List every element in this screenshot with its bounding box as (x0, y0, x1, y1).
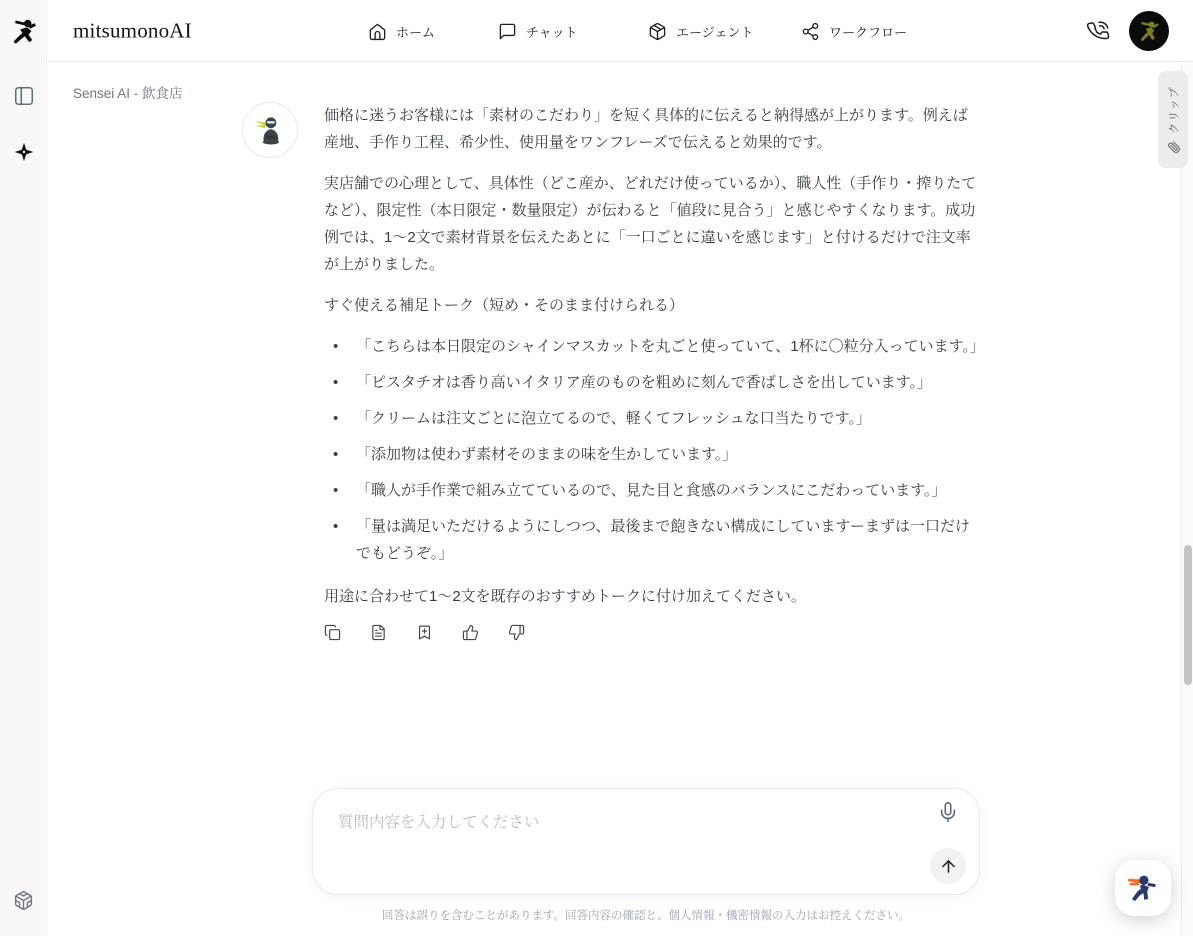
nav-item-home[interactable] (368, 0, 435, 62)
thumbs-down-icon (508, 624, 525, 641)
phone-call-icon[interactable] (1087, 20, 1109, 42)
topbar (47, 0, 1193, 62)
thumbs-up-icon (462, 624, 479, 641)
panel-toggle-icon[interactable] (0, 76, 47, 116)
thumbs-down-button[interactable] (508, 624, 525, 641)
chat-area (47, 62, 1193, 936)
nav-label-agent: エージェント (676, 24, 754, 40)
nav-label-chat: チャット (526, 24, 578, 40)
assistant-message-body (324, 102, 985, 641)
disclaimer-text: 回答は誤りを含むことがあります。回答内容の確認と、個人情報・機密情報の入力はお控えください。 (381, 910, 911, 922)
home-icon (368, 22, 387, 41)
list-item: • 「こちらは本日限定のシャインマスカットを丸ごと使っていて、1杯に〇粒分入っています。」 (324, 333, 978, 360)
sparkles-icon[interactable] (0, 132, 47, 172)
bookmark-plus-icon (416, 624, 433, 641)
list-item: • 「ピスタチオは香り高いイタリア産のものを粗めに刻んで香ばしさを出しています。」 (324, 369, 978, 396)
message-input[interactable] (313, 789, 979, 894)
share-network-icon (801, 22, 820, 41)
cube-icon[interactable] (0, 880, 47, 920)
arrow-up-icon (939, 857, 958, 876)
vertical-scrollbar-thumb[interactable] (1184, 545, 1192, 685)
send-button[interactable] (930, 848, 966, 884)
list-item: • 「クリームは注文ごとに泡立てるので、軽くてフレッシュな口当たりです。」 (324, 405, 978, 432)
package-icon (648, 22, 667, 41)
message-bullet-list (324, 333, 985, 567)
chat-session-title: Sensei AI - 飲食店 (73, 86, 183, 101)
copy-icon (324, 624, 341, 641)
message-closing: 用途に合わせて1〜2文を既存のおすすめトークに付け加えてください。 (324, 588, 806, 605)
view-source-button[interactable] (370, 624, 387, 641)
left-rail (0, 0, 47, 936)
topbar-right (1087, 0, 1169, 62)
thumbs-up-button[interactable] (462, 624, 479, 641)
nav-item-workflow[interactable] (801, 0, 907, 62)
mic-button[interactable] (934, 798, 962, 826)
brand-logo[interactable]: mitsumonoAI (73, 18, 192, 42)
message-paragraph: 実店舗での心理として、具体性（どこ産か、どれだけ使っているか）、職人性（手作り・搾りたてなど）、限定性（本日限定・数量限定）が伝わると「値段に見合う」と感じやすくなります。成功例では、1〜2文で素材背景を伝えたあとに「一口ごとに違いを感じます」と付けるだけで注文率が上がりました。 (324, 175, 977, 273)
user-avatar-ninja-icon (1136, 18, 1162, 44)
list-item: • 「量は満足いただけるようにしつつ、最後まで飽きない構成にしていますーまずは一口だけでもどうぞ。」 (324, 513, 978, 567)
clip-panel-tab[interactable] (1158, 71, 1188, 168)
assistant-message (242, 102, 1002, 641)
paperclip-icon (1167, 140, 1180, 153)
nav-label-home: ホーム (396, 24, 436, 40)
message-input-box (312, 788, 980, 895)
nav-item-chat[interactable] (498, 0, 578, 62)
chat-bubble-icon (498, 22, 517, 41)
composer (312, 788, 980, 923)
list-item: • 「添加物は使わず素材そのままの味を生かしています。」 (324, 441, 978, 468)
vertical-scrollbar-track[interactable] (1181, 62, 1193, 936)
list-item: • 「職人が手作業で組み立てているので、見た目と食感のバランスにこだわっています。」 (324, 477, 978, 504)
file-text-icon (370, 624, 387, 641)
copy-button[interactable] (324, 624, 341, 641)
nav-label-workflow: ワークフロー (829, 24, 908, 40)
clip-tab-label: クリップ (1168, 85, 1180, 134)
nav-item-agent[interactable] (648, 0, 753, 62)
chat-launcher-button[interactable] (1115, 860, 1171, 916)
assistant-avatar (242, 102, 298, 158)
mic-icon (937, 801, 959, 823)
message-actions (324, 624, 978, 641)
message-paragraph: すぐ使える補足トーク（短め・そのまま付けられる） (324, 297, 685, 314)
ninja-chat-launcher-icon (1126, 871, 1160, 905)
message-paragraph: 価格に迷うお客様には「素材のこだわり」を短く具体的に伝えると納得感が上がります。例えば産地、手作り工程、希少性、使用量をワンフレーズで伝えると効果的です。 (324, 107, 968, 151)
sensei-ninja-avatar-icon (252, 112, 288, 148)
clip-panel-tab-inner (1158, 71, 1188, 168)
ninja-logo-icon[interactable] (0, 0, 47, 62)
save-clip-button[interactable] (416, 624, 433, 641)
user-avatar[interactable] (1129, 11, 1169, 51)
